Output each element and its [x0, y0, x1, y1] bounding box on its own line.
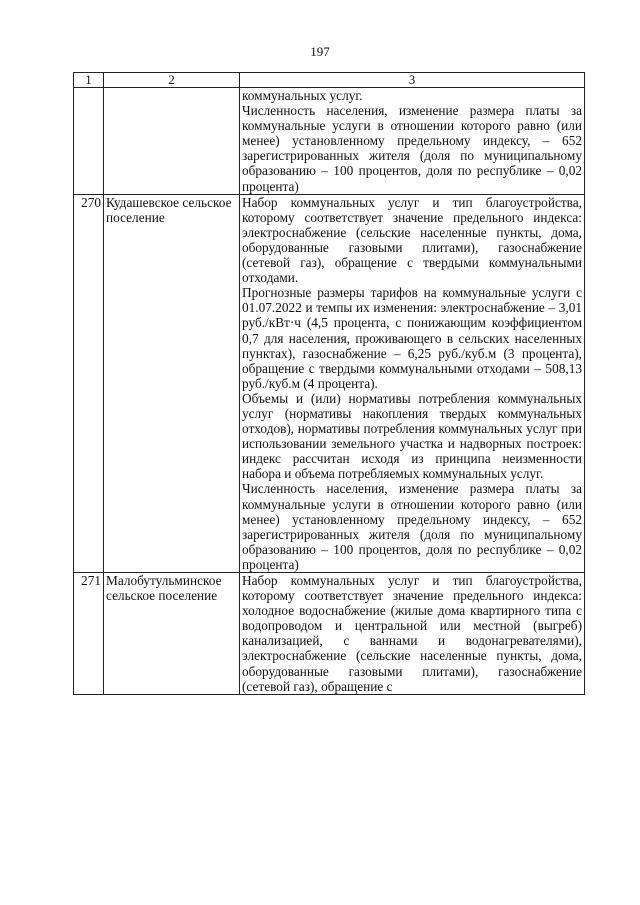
row-description: [240, 194, 585, 572]
row-number: 270: [74, 194, 104, 572]
page-number: 197: [310, 44, 330, 59]
table-header-row: [74, 73, 585, 88]
row-number: [74, 88, 104, 195]
settlement-name: Малобутульминское сельское поселение: [104, 573, 240, 695]
settlement-name: [104, 88, 240, 195]
column-header-1: 1: [74, 73, 104, 88]
row-description: [240, 573, 585, 695]
settlement-name: Кудашевское сельское поселение: [104, 194, 240, 572]
column-header-2: 2: [104, 73, 240, 88]
row-description: [240, 88, 585, 195]
paragraph: Численность населения, изменение размера платы за коммунальные услуги в отношении которого равно (или менее) установленному предельному индексу, – 652 зарегистрированных жителя (доля по муниципальному образованию – 100 процентов, доля по республике – 0,02 процента): [242, 481, 582, 572]
paragraph: Объемы и (или) нормативы потребления коммунальных услуг (нормативы накопления твердых коммунальных отходов), нормативы потребления коммунальных услуг при использовании земельного участка и надворных построек: индекс рассчитан исходя из принципа неизменности набора и объема потребляемых коммунальных услуг.: [242, 390, 582, 482]
table-row: [74, 194, 585, 572]
paragraph: Набор коммунальных услуг и тип благоустройства, которому соответствует значение предельного индекса: холодное водоснабжение (жилые дома квартирного типа с водопроводом и центральной или местной (выгреб) канализацией, с ваннами и водонагревателями), электроснабжение (сельские населенные пункты, дома, оборудованные газовыми плитами), газоснабжение (сетевой газ), обращение с: [242, 573, 582, 694]
paragraph: Численность населения, изменение размера платы за коммунальные услуги в отношении которого равно (или менее) установленному предельному индексу, – 652 зарегистрированных жителя (доля по муниципальному образованию – 100 процентов, доля по республике – 0,02 процента): [242, 103, 582, 194]
row-number: 271: [74, 573, 104, 695]
table-row: [74, 88, 585, 195]
table-row: [74, 573, 585, 695]
tariff-table: [73, 72, 585, 695]
column-header-3: 3: [240, 73, 585, 88]
paragraph: Набор коммунальных услуг и тип благоустройства, которому соответствует значение предельного индекса: электроснабжение (сельские населенные пункты, дома, оборудованные газовыми плитами), газоснабжение (сетевой газ), обращение с твердыми коммунальными отходами.: [242, 194, 582, 286]
paragraph: Прогнозные размеры тарифов на коммунальные услуги с 01.07.2022 и темпы их изменения: электроснабжение – 3,01 руб./кВт·ч (4,5 процента, с понижающим коэффициентом 0,7 для населения, проживающего в сельских населенных пунктах), газоснабжение – 6,25 руб./куб.м (3 процента), обращение с твердыми коммунальными отходами – 508,13 руб./куб.м (4 процента).: [242, 285, 582, 391]
paragraph: коммунальных услуг.: [242, 88, 363, 103]
